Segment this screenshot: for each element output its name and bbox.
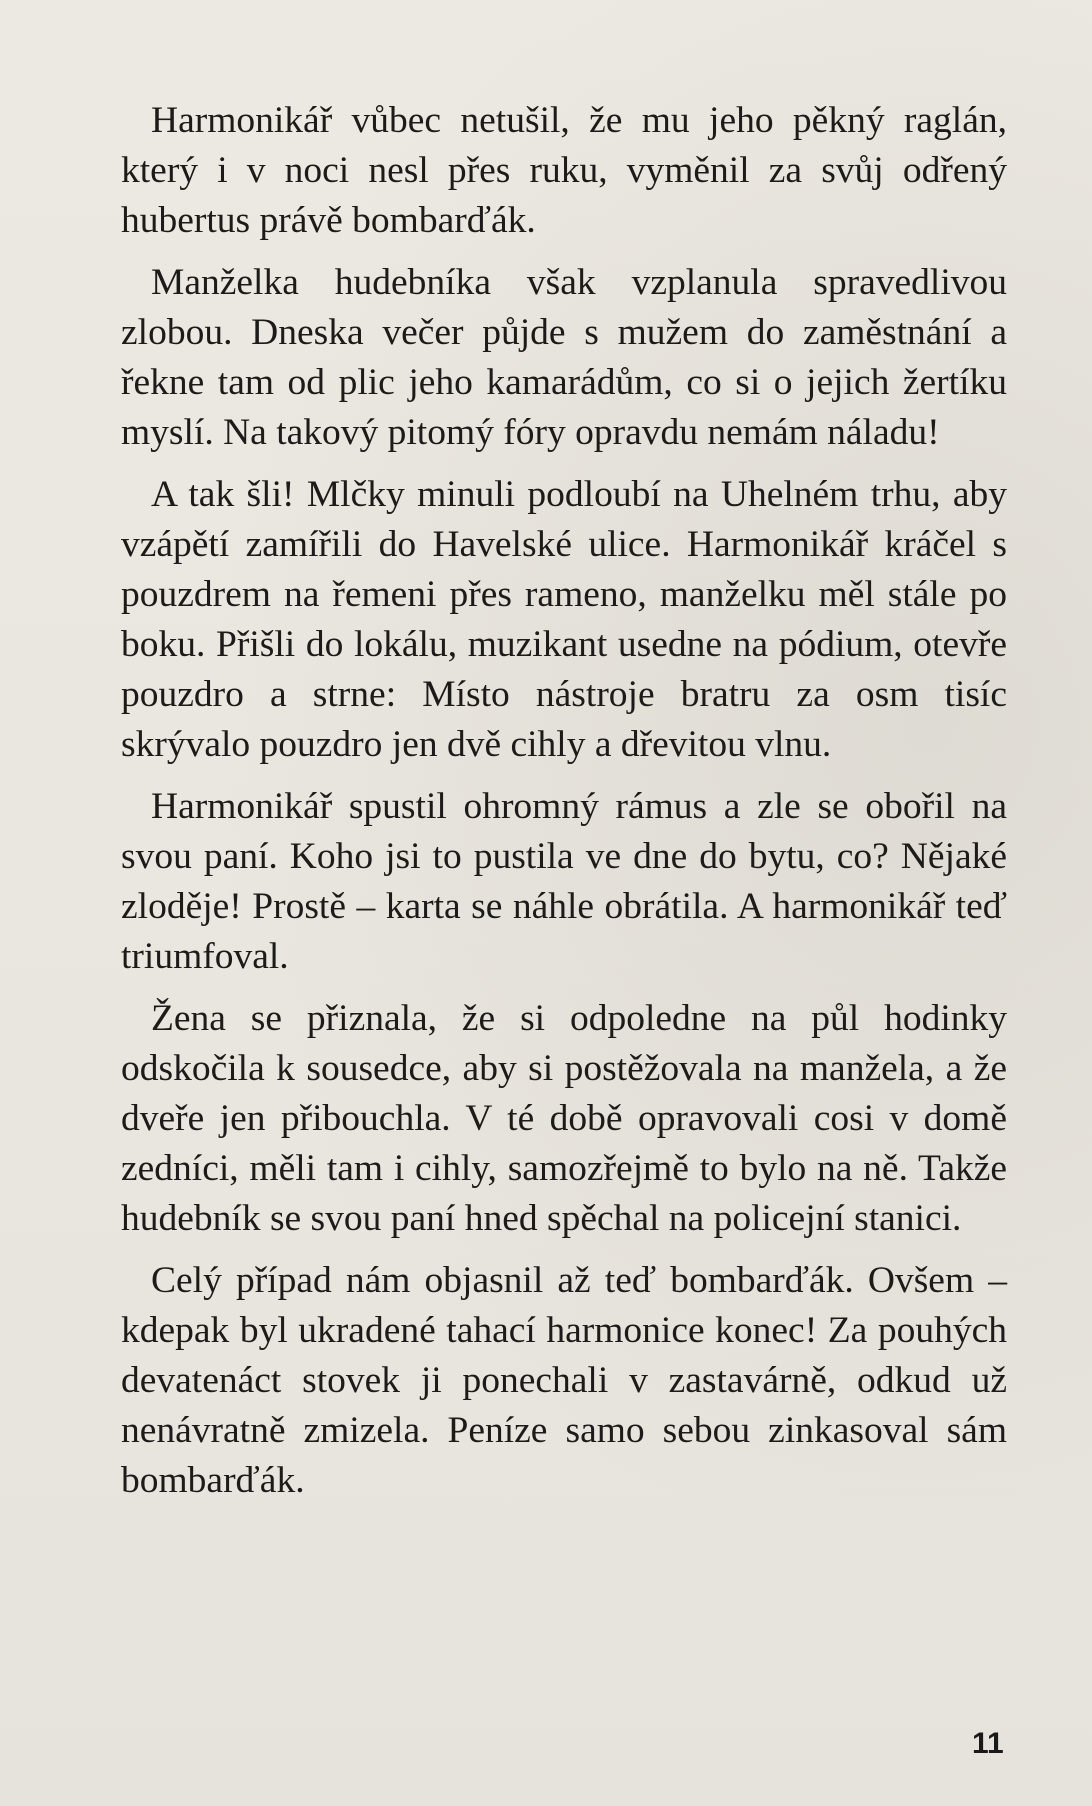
body-text bbox=[121, 96, 1007, 1518]
paragraph-3: A tak šli! Mlčky minuli podloubí na Uhelném trhu, aby vzápětí zamířili do Havelské ulice. Harmonikář kráčel s pouzdrem na řemeni přes rameno, manželku měl stále po boku. Přišli do lokálu, muzikant usedne na pódium, otevře pouzdro a strne: Místo nástroje bratru za osm tisíc skrývalo pouzdro jen dvě cihly a dřevitou vlnu. bbox=[121, 474, 1007, 765]
paragraph-4: Harmonikář spustil ohromný rámus a zle se obořil na svou paní. Koho jsi to pustila ve dne do bytu, co? Nějaké zloděje! Prostě – karta se náhle obrátila. A harmonikář teď triumfoval. bbox=[121, 785, 1007, 977]
page-number: 11 bbox=[972, 1727, 1004, 1760]
paragraph-1: Harmonikář vůbec netušil, že mu jeho pěkný raglán, který i v noci nesl přes ruku, vyměnil za svůj odřený hubertus právě bombarďák. bbox=[121, 100, 1007, 241]
paragraph-6: Celý případ nám objasnil až teď bombarďák. Ovšem – kdepak byl ukradené tahací harmonice konec! Za pouhých devatenáct stovek ji ponechali v zastavárně, odkud už nenávratně zmizela. Peníze samo sebou zinkasoval sám bombarďák. bbox=[121, 1259, 1007, 1501]
paragraph-5: Žena se přiznala, že si odpoledne na půl hodinky odskočila k sousedce, aby si postěžovala na manžela, a že dveře jen přibouchla. V té době opravovali cosi v domě zedníci, měli tam i cihly, samozřejmě to bylo na ně. Takže hudebník se svou paní hned spěchal na policejní stanici. bbox=[121, 997, 1007, 1239]
paragraph-2: Manželka hudebníka však vzplanula spravedlivou zlobou. Dneska večer půjde s mužem do zaměstnání a řekne tam od plic jeho kamarádům, co si o jejich žertíku myslí. Na takový pitomý fóry opravdu nemám náladu! bbox=[121, 262, 1007, 453]
